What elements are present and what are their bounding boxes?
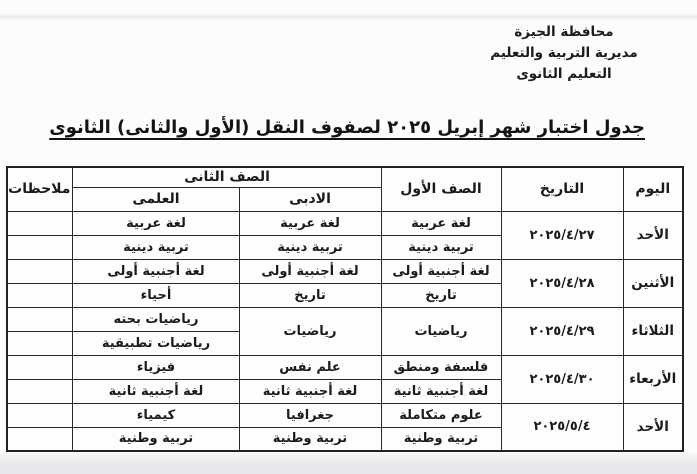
day-cell: الأحد xyxy=(623,211,683,259)
subject-cell-first-grade: تاريخ xyxy=(381,283,501,307)
subject-cell-first-grade: فلسفة ومنطق xyxy=(381,355,501,379)
schedule-row xyxy=(7,355,683,379)
notes-cell xyxy=(7,355,73,379)
subject-cell-literary: جغرافيا xyxy=(239,403,381,427)
subject-cell-literary: تربية دينية xyxy=(239,235,381,259)
subject-cell-literary: لغة أجنبية ثانية xyxy=(239,379,381,403)
letterhead-directorate: مديرية التربية والتعليم xyxy=(490,45,638,61)
subject-cell-literary: رياضيات xyxy=(239,307,381,355)
column-header-scientific: العلمى xyxy=(73,187,239,211)
date-cell xyxy=(501,259,623,307)
subject-cell-first-grade: لغة أجنبية ثانية xyxy=(381,379,501,403)
date-cell xyxy=(501,211,623,259)
date-value: ٢٠٢٥/٤/٢٨ xyxy=(529,275,595,291)
schedule-row xyxy=(7,403,683,427)
schedule-title: جدول اختبار شهر إبريل ٢٠٢٥ لصفوف النقل (الأول والثانى) الثانوى xyxy=(49,117,645,138)
column-header-literary: الادبى xyxy=(239,187,381,211)
header-row-1 xyxy=(7,167,683,187)
subject-cell-scientific: أحياء xyxy=(73,283,239,307)
exam-schedule-table xyxy=(6,166,684,452)
day-cell: الأثنين xyxy=(623,259,683,307)
subject-cell-scientific: رياضيات بحته xyxy=(73,307,239,331)
date-cell xyxy=(501,403,623,451)
subject-cell-first-grade: رياضيات xyxy=(381,307,501,355)
subject-cell-first-grade: لغة أجنبية أولى xyxy=(381,259,501,283)
day-cell: الثلاثاء xyxy=(623,307,683,355)
subject-cell-scientific: لغة أجنبية أولى xyxy=(73,259,239,283)
subject-cell-scientific: كيمياء xyxy=(73,403,239,427)
schedule-row xyxy=(7,211,683,235)
day-cell: الأحد xyxy=(623,403,683,451)
column-header-date: التاريخ xyxy=(501,167,623,211)
notes-cell xyxy=(7,211,73,235)
notes-cell xyxy=(7,427,73,451)
letterhead-governorate: محافظة الجيزة xyxy=(514,24,614,40)
subject-cell-scientific: تربية وطنية xyxy=(73,427,239,451)
notes-cell xyxy=(7,331,73,355)
subject-cell-scientific: لغة أجنبية ثانية xyxy=(73,379,239,403)
subject-cell-scientific: تربية دينية xyxy=(73,235,239,259)
scan-edge-artifact-top xyxy=(0,13,697,20)
notes-cell xyxy=(7,235,73,259)
subject-cell-literary: تربية وطنية xyxy=(239,427,381,451)
column-header-second-grade: الصف الثانى xyxy=(73,167,381,187)
subject-cell-literary: تاريخ xyxy=(239,283,381,307)
subject-cell-first-grade: تربية وطنية xyxy=(381,427,501,451)
subject-cell-first-grade: علوم متكاملة xyxy=(381,403,501,427)
notes-cell xyxy=(7,307,73,331)
notes-cell xyxy=(7,259,73,283)
subject-cell-first-grade: تربية دينية xyxy=(381,235,501,259)
date-value: ٢٠٢٥/٤/٢٩ xyxy=(529,323,595,339)
day-cell: الأربعاء xyxy=(623,355,683,403)
date-value: ٢٠٢٥/٥/٤ xyxy=(533,419,591,435)
letterhead xyxy=(459,22,669,85)
subject-cell-literary: علم نفس xyxy=(239,355,381,379)
date-value: ٢٠٢٥/٤/٢٧ xyxy=(529,227,595,243)
date-cell xyxy=(501,355,623,403)
notes-cell xyxy=(7,283,73,307)
subject-cell-literary: لغة أجنبية أولى xyxy=(239,259,381,283)
subject-cell-first-grade: لغة عربية xyxy=(381,211,501,235)
column-header-first-grade: الصف الأول xyxy=(381,167,501,211)
date-cell xyxy=(501,307,623,355)
notes-cell xyxy=(7,379,73,403)
scan-edge-artifact-bottom xyxy=(0,453,697,474)
subject-cell-literary: لغة عربية xyxy=(239,211,381,235)
date-value: ٢٠٢٥/٤/٣٠ xyxy=(529,371,595,387)
column-header-notes: ملاحظات xyxy=(7,167,73,211)
letterhead-department: التعليم الثانوى xyxy=(516,66,612,82)
subject-cell-scientific: رياضيات تطبيقية xyxy=(73,331,239,355)
subject-cell-scientific: فيزياء xyxy=(73,355,239,379)
column-header-day: اليوم xyxy=(623,167,683,211)
subject-cell-scientific: لغة عربية xyxy=(73,211,239,235)
notes-cell xyxy=(7,403,73,427)
schedule-row xyxy=(7,259,683,283)
schedule-row xyxy=(7,307,683,331)
